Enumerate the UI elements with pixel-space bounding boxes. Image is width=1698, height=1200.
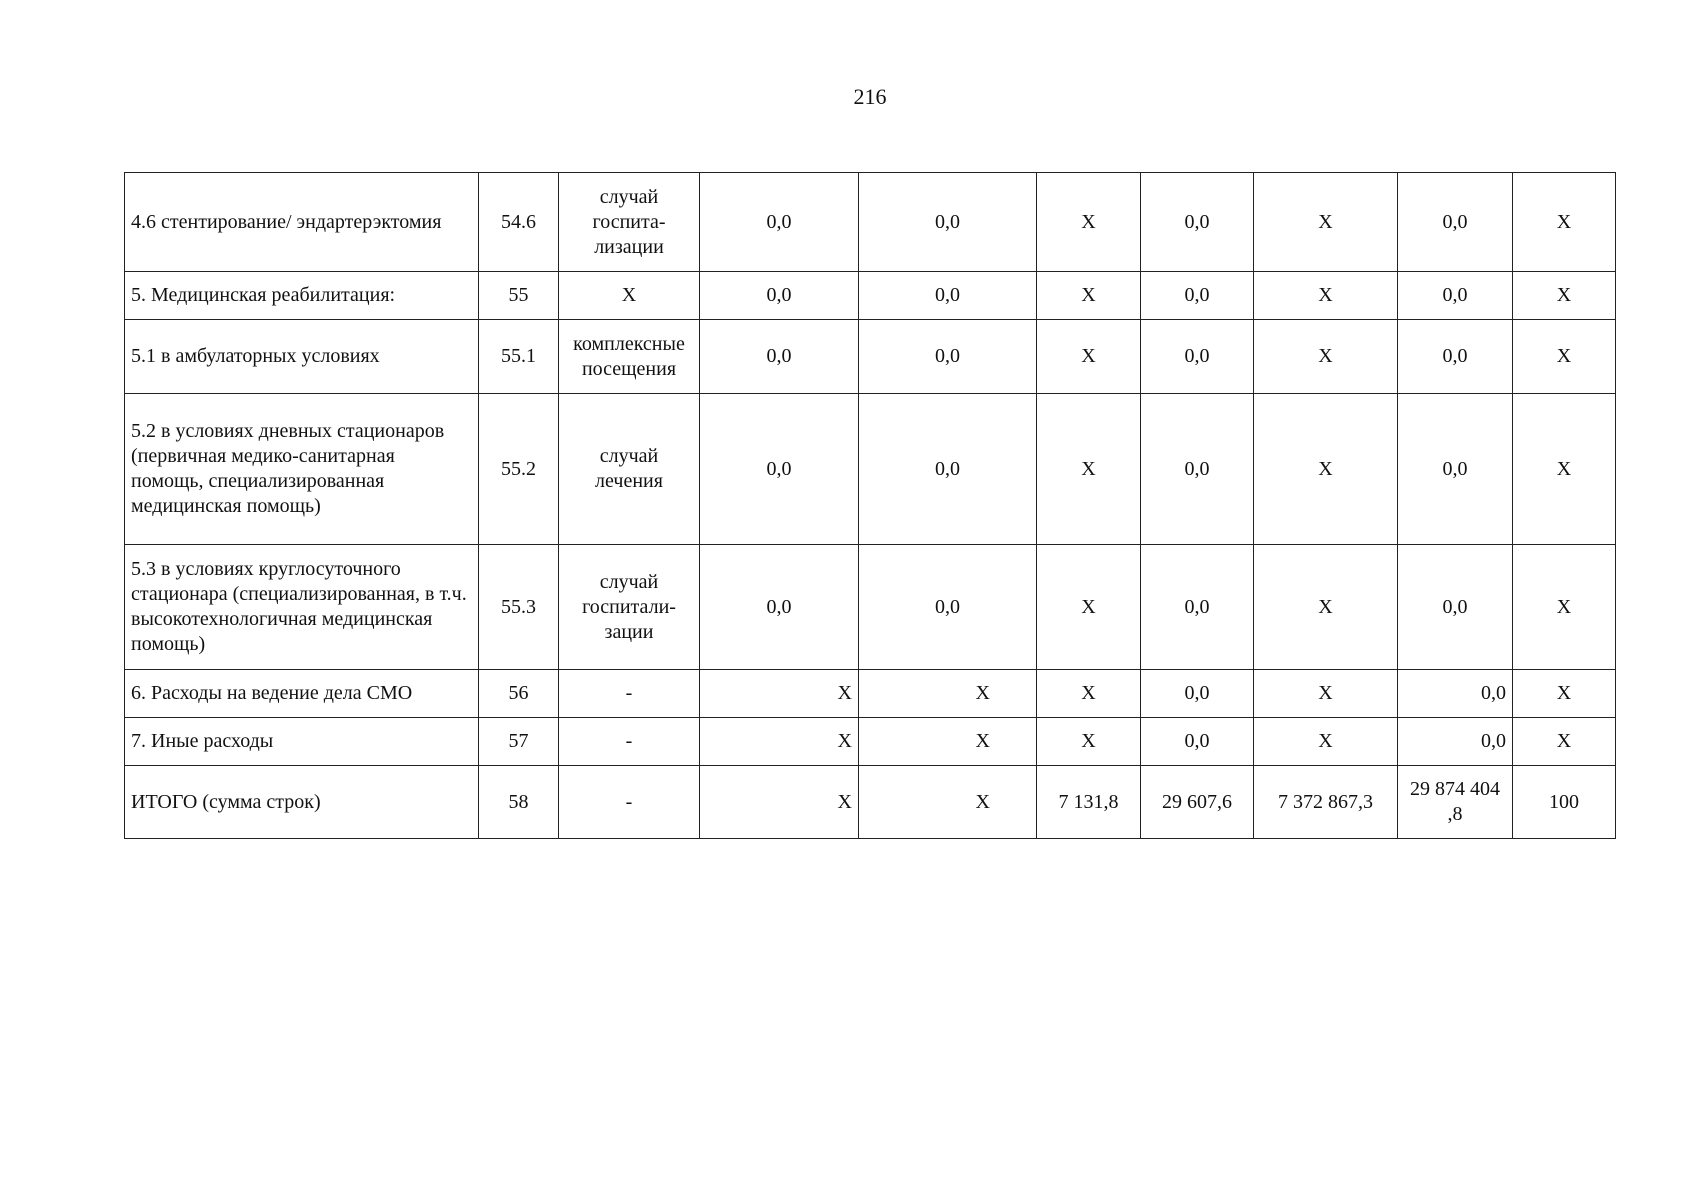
row-cell-10: X [1513, 545, 1616, 670]
row-cell-8: X [1254, 670, 1398, 718]
row-cell-6: X [1037, 272, 1141, 320]
row-code: 58 [479, 766, 559, 839]
row-unit: - [559, 766, 700, 839]
row-cell-10: X [1513, 670, 1616, 718]
row-name: 4.6 стентирование/ эндартерэктомия [125, 173, 479, 272]
row-cell-8: X [1254, 173, 1398, 272]
row-cell-8: X [1254, 272, 1398, 320]
row-unit [559, 394, 700, 545]
row-cell-8: X [1254, 320, 1398, 394]
table-row [125, 272, 1616, 320]
row-cell-7: 0,0 [1141, 670, 1254, 718]
row-cell-8: X [1254, 545, 1398, 670]
row-cell-4: 0,0 [700, 173, 859, 272]
table-row [125, 173, 1616, 272]
page-number: 216 [853, 84, 887, 109]
row-name: ИТОГО (сумма строк) [125, 766, 479, 839]
row-unit: - [559, 718, 700, 766]
row-cell-5: X [859, 766, 1037, 839]
row-cell-10: X [1513, 173, 1616, 272]
row-unit-text: случай лечения [595, 445, 663, 492]
row-cell-5: X [859, 718, 1037, 766]
table-row [125, 394, 1616, 545]
row-cell-9: 0,0 [1398, 394, 1513, 545]
row-cell-6: X [1037, 173, 1141, 272]
row-cell-4: 0,0 [700, 394, 859, 545]
row-cell-7: 0,0 [1141, 394, 1254, 545]
row-cell-4: X [700, 766, 859, 839]
row-cell-9 [1398, 766, 1513, 839]
row-cell-4: 0,0 [700, 272, 859, 320]
row-name: 5.3 в условиях круглосуточного стационара (специализированная, в т.ч. высокотехнологичная медицинская помощь) [125, 545, 479, 670]
row-code: 55.2 [479, 394, 559, 545]
row-code: 57 [479, 718, 559, 766]
row-cell-4: X [700, 670, 859, 718]
row-cell-6: X [1037, 320, 1141, 394]
row-cell-10: X [1513, 394, 1616, 545]
row-cell-9: 0,0 [1398, 545, 1513, 670]
table-row [125, 718, 1616, 766]
row-cell-6: X [1037, 545, 1141, 670]
row-cell-9-text: 29 874 404 ,8 [1410, 778, 1500, 825]
row-unit-text: случай госпитали-зации [582, 570, 676, 643]
row-cell-7: 29 607,6 [1141, 766, 1254, 839]
row-cell-9: 0,0 [1398, 670, 1513, 718]
row-cell-9: 0,0 [1398, 320, 1513, 394]
row-cell-9: 0,0 [1398, 718, 1513, 766]
row-name: 5.1 в амбулаторных условиях [125, 320, 479, 394]
table-row [125, 320, 1616, 394]
row-unit: - [559, 670, 700, 718]
row-code: 55 [479, 272, 559, 320]
financing-table [124, 172, 1616, 839]
row-code: 56 [479, 670, 559, 718]
row-unit [559, 173, 700, 272]
row-cell-8: X [1254, 394, 1398, 545]
row-cell-9: 0,0 [1398, 272, 1513, 320]
row-unit-text: случай госпита-лизации [592, 185, 666, 258]
row-cell-6: X [1037, 670, 1141, 718]
row-cell-5: 0,0 [859, 272, 1037, 320]
table-row [125, 670, 1616, 718]
row-cell-7: 0,0 [1141, 545, 1254, 670]
row-name: 5. Медицинская реабилитация: [125, 272, 479, 320]
row-cell-10: X [1513, 320, 1616, 394]
row-code: 55.1 [479, 320, 559, 394]
row-code: 54.6 [479, 173, 559, 272]
row-cell-5: 0,0 [859, 173, 1037, 272]
row-cell-5: 0,0 [859, 320, 1037, 394]
row-cell-5: X [859, 670, 1037, 718]
row-cell-7: 0,0 [1141, 272, 1254, 320]
row-cell-7: 0,0 [1141, 718, 1254, 766]
row-cell-10: X [1513, 718, 1616, 766]
row-cell-6: X [1037, 718, 1141, 766]
row-cell-7: 0,0 [1141, 320, 1254, 394]
row-code: 55.3 [479, 545, 559, 670]
table-row [125, 545, 1616, 670]
row-unit [559, 545, 700, 670]
table-row [125, 766, 1616, 839]
row-unit: X [559, 272, 700, 320]
row-cell-10: X [1513, 272, 1616, 320]
row-cell-5: 0,0 [859, 394, 1037, 545]
row-unit: комплексные посещения [559, 320, 700, 394]
row-cell-6: 7 131,8 [1037, 766, 1141, 839]
row-name: 7. Иные расходы [125, 718, 479, 766]
row-cell-4: X [700, 718, 859, 766]
row-name: 6. Расходы на ведение дела СМО [125, 670, 479, 718]
row-cell-7: 0,0 [1141, 173, 1254, 272]
row-cell-6: X [1037, 394, 1141, 545]
row-cell-4: 0,0 [700, 545, 859, 670]
row-cell-5: 0,0 [859, 545, 1037, 670]
row-cell-9: 0,0 [1398, 173, 1513, 272]
row-cell-8: 7 372 867,3 [1254, 766, 1398, 839]
row-name: 5.2 в условиях дневных стационаров (первичная медико-санитарная помощь, специализированная медицинская помощь) [125, 394, 479, 545]
row-cell-10: 100 [1513, 766, 1616, 839]
row-cell-4: 0,0 [700, 320, 859, 394]
row-cell-8: X [1254, 718, 1398, 766]
